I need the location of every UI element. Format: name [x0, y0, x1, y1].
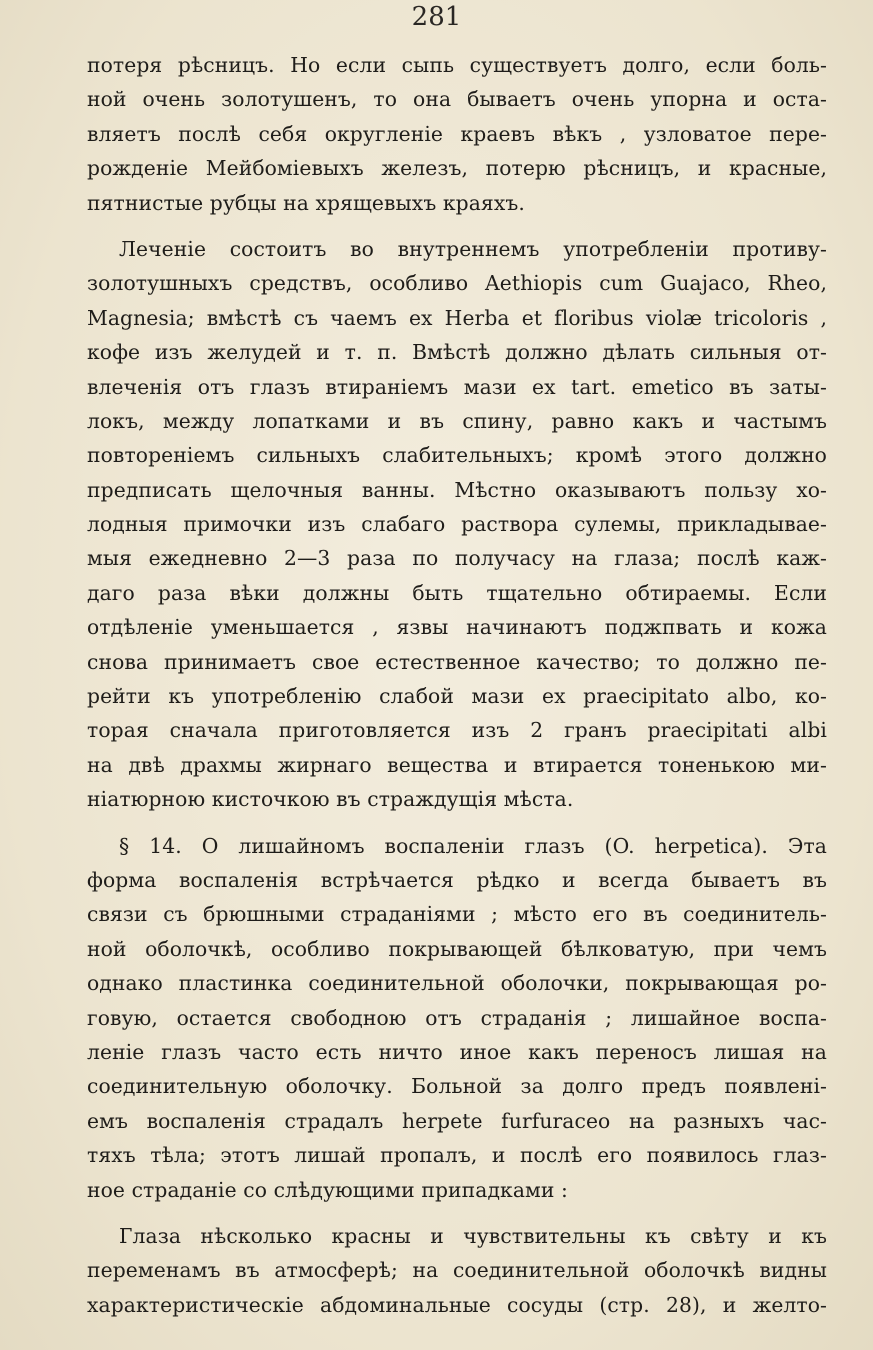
- text-line: предписать щелочныя ванны. Мѣстно оказываютъ пользу хо-: [87, 477, 827, 502]
- text-line: рейти къ употребленію слабой мази ex praecipitato albo, ко-: [87, 684, 827, 709]
- text-line: локъ, между лопатками и въ спину, равно какъ и частымъ: [87, 408, 827, 433]
- text-line: вляетъ послѣ себя округленіе краевъ вѣкъ , узловатое пере-: [87, 121, 827, 146]
- text-line: говую, остается свободною отъ страданія ; лишайное воспа-: [87, 1005, 827, 1030]
- text-line: Глаза нѣсколько красны и чувствительны къ свѣту и къ: [119, 1223, 827, 1248]
- paragraph-symptoms: [87, 1219, 827, 1322]
- text-line: лодныя примочки изъ слабаго раствора сулемы, прикладывае-: [87, 512, 827, 537]
- text-line: тяхъ тѣла; этотъ лишай пропалъ, и послѣ его появилось глаз-: [87, 1143, 827, 1168]
- text-line: однако пластинка соединительной оболочки, покрывающая ро-: [87, 971, 827, 996]
- text-line: Леченіе состоитъ во внутреннемъ употребленіи противу-: [119, 236, 827, 261]
- paragraph-continuation: [87, 48, 827, 220]
- text-line: рожденіе Мейбоміевыхъ железъ, потерю рѣсницъ, и красные,: [87, 156, 827, 181]
- text-line: на двѣ драхмы жирнаго вещества и втирается тоненькою ми-: [87, 752, 827, 777]
- text-line: потеря рѣсницъ. Но если сыпь существуетъ долго, если боль-: [87, 53, 827, 77]
- text-line: Magnesia; вмѣстѣ съ чаемъ ex Herba et floribus violæ tricoloris ,: [87, 305, 827, 330]
- text-line: форма воспаленія встрѣчается рѣдко и всегда бываетъ въ: [87, 867, 827, 892]
- text-line: повтореніемъ сильныхъ слабительныхъ; кромѣ этого должно: [87, 443, 827, 468]
- text-line: золотушныхъ средствъ, особливо Aethiopis cum Guajaco, Rheo,: [87, 271, 827, 296]
- text-line: кофе изъ желудей и т. п. Вмѣстѣ должно дѣлать сильныя от-: [87, 340, 827, 365]
- text-line: ніатюрною кисточкою въ страждущія мѣста.: [87, 787, 574, 812]
- text-line: соединительную оболочку. Больной за долго предъ появлені-: [87, 1074, 827, 1099]
- text-line: мыя ежедневно 2—3 раза по получасу на глаза; послѣ каж-: [87, 546, 827, 571]
- page-number: 281: [411, 2, 462, 32]
- text-line: ное страданіе со слѣдующими припадками :: [87, 1177, 568, 1202]
- text-line: характеристическіе абдоминальные сосуды (стр. 28), и желто-: [87, 1292, 827, 1317]
- text-line: торая сначала приготовляется изъ 2 гранъ praecipitati albi: [87, 718, 827, 743]
- section-heading-line: § 14. О лишайномъ воспаленіи глазъ (O. herpetica). Эта: [119, 833, 827, 858]
- section-14-paragraph: [87, 829, 827, 1207]
- text-line: леніе глазъ часто есть ничто иное какъ переносъ лишая на: [87, 1039, 827, 1064]
- text-line: емъ воспаленія страдалъ herpete furfuraceo на разныхъ час-: [87, 1108, 827, 1133]
- paragraph-treatment: [87, 232, 827, 817]
- text-line: переменамъ въ атмосферѣ; на соединительной оболочкѣ видны: [87, 1258, 827, 1283]
- text-line: снова принимаетъ свое естественное качество; то должно пе-: [87, 649, 827, 674]
- paragraph-gap: [87, 817, 827, 829]
- paragraph-gap: [87, 1207, 827, 1219]
- text-line: ной оболочкѣ, особливо покрывающей бѣлковатую, при чемъ: [87, 936, 827, 961]
- text-line: отдѣленіе уменьшается , язвы начинаютъ поджпвать и кожа: [87, 615, 827, 640]
- text-line: ной очень золотушенъ, то она бываетъ очень упорна и оста-: [87, 87, 827, 112]
- text-line: пятнистые рубцы на хрящевыхъ краяхъ.: [87, 190, 525, 215]
- page-body: [87, 48, 827, 1322]
- text-line: влеченія отъ глазъ втираніемъ мази ex tart. emetico въ заты-: [87, 374, 827, 399]
- paragraph-gap: [87, 220, 827, 232]
- text-line: связи съ брюшными страданіями ; мѣсто его въ соединитель-: [87, 902, 827, 927]
- text-line: даго раза вѣки должны быть тщательно обтираемы. Если: [87, 580, 827, 605]
